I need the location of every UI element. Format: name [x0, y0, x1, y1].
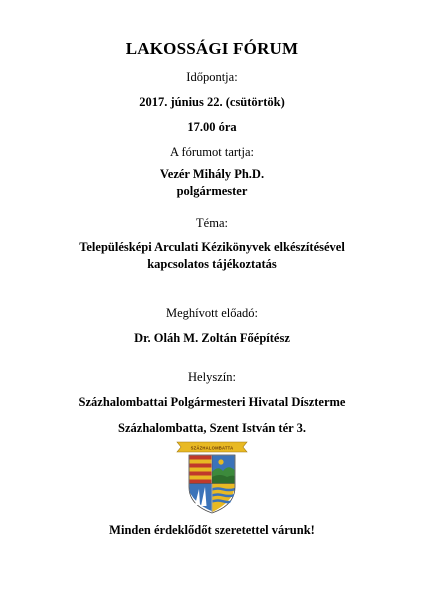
coat-of-arms-stripes: [190, 456, 212, 484]
venue-line-1: Százhalombattai Polgármesteri Hivatal Díszterme: [78, 395, 346, 409]
host-label: A fórumot tartja:: [169, 145, 254, 159]
coat-of-arms-landscape: [212, 456, 235, 484]
date-value: 2017. június 22. (csütörtök): [139, 95, 285, 109]
speaker-label: Meghívott előadó:: [166, 306, 258, 320]
venue-label: Helyszín:: [188, 370, 236, 384]
coat-of-arms-banner-text: SZÁZHALOMBATTA: [190, 445, 234, 451]
host-role: polgármester: [176, 184, 248, 198]
host-name: Vezér Mihály Ph.D.: [159, 167, 265, 181]
topic-line-1: Településképi Arculati Kézikönyvek elkészítésével: [79, 240, 345, 254]
page-title: LAKOSSÁGI FÓRUM: [125, 39, 299, 58]
speaker-name: Dr. Oláh M. Zoltán Főépítész: [134, 331, 290, 345]
time-value: 17.00 óra: [187, 120, 237, 134]
topic-label: Téma:: [196, 216, 228, 230]
venue-line-2: Százhalombatta, Szent István tér 3.: [118, 421, 306, 435]
topic-line-2: kapcsolatos tájékoztatás: [147, 257, 277, 271]
coat-of-arms: [175, 439, 249, 515]
closing-message: Minden érdeklődőt szeretettel várunk!: [109, 523, 315, 537]
date-label: Időpontja:: [186, 70, 238, 84]
